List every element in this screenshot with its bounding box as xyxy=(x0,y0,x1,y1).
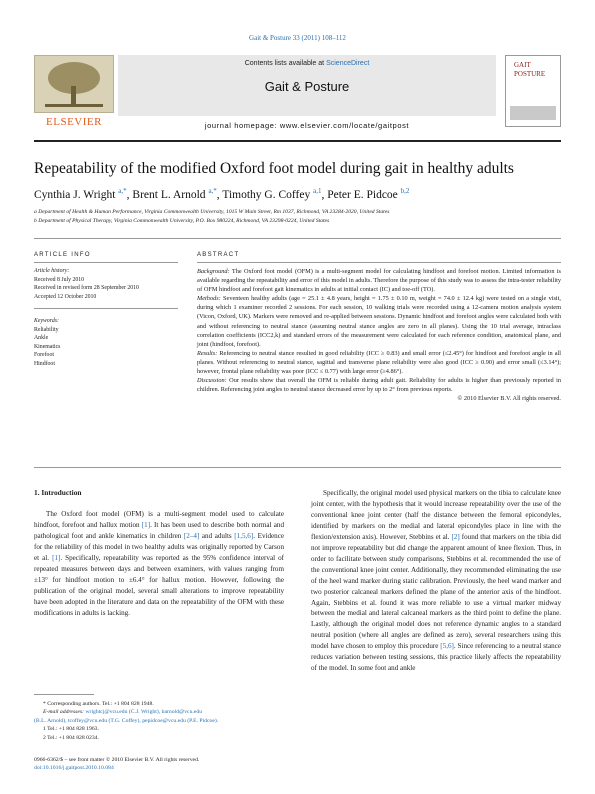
divider xyxy=(197,262,561,263)
divider xyxy=(34,238,561,239)
author-list: Cynthia J. Wright $^{a,*}$, Brent L. Arnold $^{a,*}$, Timothy G. Coffey $^{a,1}$, Peter E. Pidcoe $^{b,2}$ xyxy=(34,187,410,201)
contents-prefix: Contents lists available at xyxy=(244,60,325,67)
cover-title: GAIT POSTURE xyxy=(514,61,546,78)
author-name: Timothy G. Coffey xyxy=(222,188,311,201)
footnote-tel-2: 2 Tel.: +1 804 828 0234. xyxy=(43,734,99,741)
abstract-background: The Oxford foot model (OFM) is a multi-segment model for calculating hindfoot and forefoot motion. Limited information is available regarding the repeatability and error of this model in adults. Therefore the purpose of this study was to assess the intra-tester reliability of OFM hindfoot and forefoot gait kinematics in adults at initial contact (IC) and toe-off (TO). xyxy=(197,268,561,294)
doi-link[interactable]: doi:10.1016/j.gaitpost.2010.10.084 xyxy=(34,765,114,772)
left-column xyxy=(34,488,284,618)
author-affiliation-marker[interactable]: a,* xyxy=(208,187,217,195)
affiliation-a: a Department of Health & Human Performance, Virginia Commonwealth University, 1015 W Main Street, Rm 1037, Richmond, VA 23284-2020, United States xyxy=(34,209,390,215)
divider xyxy=(34,467,561,468)
introduction-paragraph xyxy=(34,509,284,619)
corresponding-author-note: * Corresponding authors. Tel.: +1 804 828 1948. xyxy=(43,701,154,707)
abstract-discussion-label: Discussion: xyxy=(197,377,227,385)
article-history xyxy=(34,267,174,301)
history-item: Received in revised form 28 September 2010 xyxy=(34,285,139,291)
right-column xyxy=(311,488,561,674)
sciencedirect-link[interactable]: ScienceDirect xyxy=(326,60,370,67)
body-paragraph xyxy=(311,488,561,674)
section-heading-introduction: 1. Introduction xyxy=(34,488,82,497)
article-info-heading: ARTICLE INFO xyxy=(34,252,91,258)
author-name: Brent L. Arnold xyxy=(132,188,206,201)
author-affiliation-marker[interactable]: a,1 xyxy=(313,187,322,195)
elsevier-tree-icon xyxy=(34,55,114,113)
author-affiliation-marker[interactable]: a,* xyxy=(118,187,127,195)
abstract-body xyxy=(197,267,561,403)
abstract-methods-label: Methods: xyxy=(197,295,221,303)
affiliation-b: b Department of Physical Therapy, Virginia Commonwealth University, P.O. Box 980224, Richmond, VA 23298-0224, United States xyxy=(34,218,330,224)
abstract-methods: Seventeen healthy adults (age = 25.1 ± 4.8 years, height = 1.75 ± 0.10 m, weight = 74.0 ± 12.4 kg) were tested on a single visit, during which 1 examiner recorded 2 sessions. For each session, 10 walking trials were recorded using a 12-camera motion analysis system (Vicon, Oxford, UK). Markers were removed and re-applied between sessions. Dynamic hindfoot and forefoot angles were calculated both with and without referencing to neutral stance (assuming neutral stance angles are zero in all planes). Using the 10 trial average, intraclass correlation coefficients (ICC2,k) and standard errors of the measurement were calculated for each reference condition, anatomical plane, and joint (hindfoot, forefoot). xyxy=(197,295,561,348)
abstract-heading: ABSTRACT xyxy=(197,252,240,258)
body-text: . Since referencing to a neutral stance reduces variation between testing sessions, this practice likely affects the repeatability of the model. In some foot and ankle xyxy=(311,642,561,673)
abstract-results: Referencing to neutral stance resulted in good reliability (ICC ≥ 0.83) and small error (≤2.45°) for hindfoot and forefoot angle in all planes. Without referencing to neutral stance, sagittal and transverse plane reliability were also good (ICC ≥ 0.90) and error small (≤3.14°); however, frontal plane reliability was poor (ICC ≤ 0.77) with large error (≥4.86°). xyxy=(197,349,562,376)
journal-banner xyxy=(118,55,496,116)
author-name: Cynthia J. Wright xyxy=(34,188,116,201)
email-links-continued[interactable]: (B.L. Arnold), tcoffey@vcu.edu (T.G. Coffey), pepidcoe@vcu.edu (P.E. Pidcoe). xyxy=(34,717,219,724)
body-text: The Oxford foot model (OFM) is a multi-segment model used to calculate hindfoot, forefoot and hallux motion xyxy=(34,509,284,529)
citation-link[interactable]: [1,5,6] xyxy=(234,531,254,540)
copyright-notice: © 2010 Elsevier B.V. All rights reserved. xyxy=(457,395,561,403)
body-text: . It has been used to describe both normal and pathological foot and ankle kinematics in children xyxy=(34,520,284,540)
body-text: found that markers on the tibia did not improve repeatability but did change the apparent amount of knee flexion. Thus, in order to facilitate between study comparisons, Stebbins et al. recommended the use of the conventional knee joint center. Additionally, they recommended eliminating the use of the heel wand marker during static calibration. Previously, the heel wand marker and two posterior calcaneal markers defined the plane of the anterior axis of the hindfoot. Again, Stebbins et al. found it was more reliable to use a virtual marker midway between the medial and lateral calcaneal markers as the third point to define the plane. Lastly, although the original model does not reference dynamic angles to a standard neutral position (where all angles are defined as zero), several researchers using this model have chosen to employ this procedure xyxy=(311,532,561,651)
keyword: Ankle xyxy=(34,335,49,341)
keywords xyxy=(34,317,174,368)
abstract-background-label: Background: xyxy=(197,268,230,275)
body-text: . Evidence for the reliability of this model in two healthy adults was originally reported by Carson et al. xyxy=(34,531,284,562)
article-title: Repeatability of the modified Oxford foot model during gait in healthy adults xyxy=(34,160,514,177)
body-text: . Specifically, repeatability was reported as the 95% confidence interval of repeated measures between days and between examiners, with values ranging from ±13° for hindfoot motion to ±6.4° for hallux motion. However, following the publication of the original model, several small alterations to improve repeatability have been adopted in the literature and data on the repeatability of the OFM with these modifications in adults is lacking. xyxy=(34,553,284,617)
divider xyxy=(34,262,178,263)
citation-link[interactable]: [5,6] xyxy=(440,642,454,651)
history-item: Received 8 July 2010 xyxy=(34,276,85,283)
journal-cover-thumbnail[interactable] xyxy=(505,55,561,127)
citation-link[interactable]: [2] xyxy=(451,532,460,541)
journal-header xyxy=(34,55,561,135)
abstract-results-label: Results: xyxy=(197,349,218,357)
footnote-rule xyxy=(34,694,94,695)
footnotes xyxy=(34,700,284,742)
author-name: Peter E. Pidcoe xyxy=(327,188,398,201)
history-label: Article history: xyxy=(34,268,70,274)
citation-link[interactable]: [2–4] xyxy=(183,531,200,540)
citation-link[interactable]: [1] xyxy=(52,553,61,562)
keyword: Forefoot xyxy=(34,352,54,358)
divider xyxy=(34,308,178,309)
keyword: Kinematics xyxy=(34,343,61,350)
email-label: E-mail addresses: xyxy=(43,709,85,716)
journal-homepage-link[interactable]: journal homepage: www.elsevier.com/locate/gaitpost xyxy=(204,121,410,130)
front-matter xyxy=(34,756,284,773)
elsevier-logo[interactable] xyxy=(34,55,114,135)
issn-line: 0966-6362/$ – see front matter © 2010 Elsevier B.V. All rights reserved. xyxy=(34,757,200,763)
author-affiliation-marker[interactable]: b,2 xyxy=(400,187,410,195)
contents-line xyxy=(118,60,496,67)
header-rule xyxy=(34,140,561,142)
abstract-discussion: Our results show that overall the OFM is reliable during adult gait. Reliability for adults is higher than previously reported in children. Referencing joint angles to neutral stance decreased error by up to 2° from previous reports. xyxy=(197,377,561,394)
body-text: Specifically, the original model used physical markers on the tibia to calculate knee joint center, with the hypothesis that it would increase repeatability over the use of the conventional knee joint center (half the distance between the femoral epicondyles, identified by markers on the medial and lateral epicondyles place in line with the flexion/extension axis). However, Stebbins et al. xyxy=(311,489,561,541)
keyword: Reliability xyxy=(34,326,59,333)
history-item: Accepted 12 October 2010 xyxy=(34,293,97,300)
keyword: Hindfoot xyxy=(34,360,55,367)
cover-band xyxy=(510,106,556,120)
footnote-tel-1: 1 Tel.: +1 804 828 1963. xyxy=(43,726,99,733)
elsevier-wordmark: ELSEVIER xyxy=(46,116,102,128)
email-links[interactable]: wrightcj@vcu.edu (C.J. Wright), barnold@vcu.edu xyxy=(85,709,203,716)
body-text: and adults xyxy=(199,531,235,540)
journal-citation-link[interactable]: Gait & Posture 33 (2011) 108–112 xyxy=(249,34,346,42)
citation-link[interactable]: [1] xyxy=(141,520,151,529)
journal-name: Gait & Posture xyxy=(264,79,350,94)
keywords-label: Keywords: xyxy=(34,318,59,324)
